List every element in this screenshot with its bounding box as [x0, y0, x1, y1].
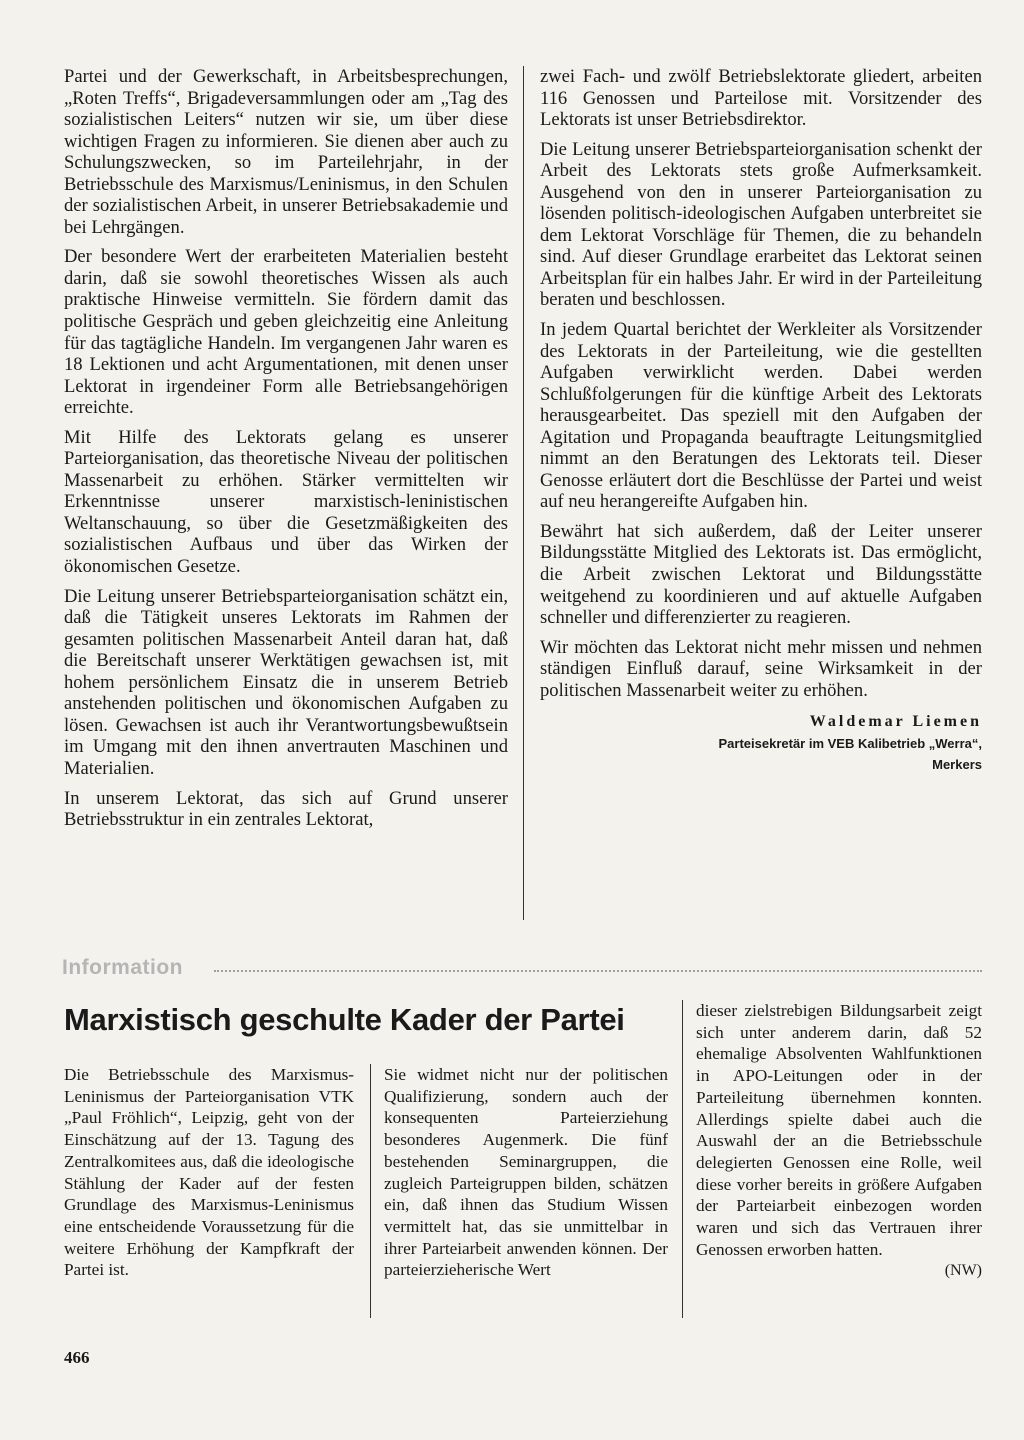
paragraph: Die Betriebsschule des Marxismus-Leninismus der Parteiorganisation VTK „Paul Fröhlich“, Leipzig, geht von der Einschätzung auf der 13. Tagung des Zentralkomitees aus, daß die ideologische Stählung der Kader auf der festen Grundlage des Marxismus-Leninismus eine entscheidende Voraussetzung für die weitere Erhöhung der Kampfkraft der Partei ist. — [64, 1065, 354, 1280]
section-header — [62, 956, 982, 980]
paragraph: Wir möchten das Lektorat nicht mehr missen und nehmen ständigen Einfluß darauf, seine Wirksamkeit in der politischen Massenarbeit weiter zu erhöhen. — [540, 636, 982, 701]
author-location: Merkers — [932, 756, 982, 772]
section-label: Information — [62, 956, 183, 979]
column-divider — [523, 66, 524, 920]
paragraph: zwei Fach- und zwölf Betriebslektorate gliedert, arbeiten 116 Genossen und Parteilose mit. Vorsitzender des Lektorats ist unser Betriebsdirektor. — [540, 66, 982, 131]
signoff: (NW) — [944, 1262, 982, 1280]
paragraph: dieser zielstrebigen Bildungsarbeit zeigt sich unter anderem darin, daß 52 ehemalige Absolventen Wahlfunktionen in APO-Leitungen oder in der Parteileitung übernehmen konnten. Allerdings spielte dabei auch die Auswahl der an die Betriebsschule delegierten Genossen eine Rolle, weil diese vorher bereits in größere Aufgaben der Parteiarbeit einbezogen worden waren und sich das Vertrauen ihrer Genossen erworben hatten. — [696, 1001, 982, 1259]
article-right-column — [540, 66, 982, 775]
section-divider-line — [214, 970, 982, 972]
author-role: Parteisekretär im VEB Kalibetrieb „Werra“, — [718, 735, 982, 751]
paragraph: Die Leitung unserer Betriebsparteiorganisation schätzt ein, daß die Tätigkeit unseres Lektorats im Rahmen der gesamten politischen Massenarbeit Anteil daran hat, daß die Bereitschaft unserer Werktätigen gewachsen ist, mit hohem persönlichem Einsatz die in unserem Betrieb anstehenden politischen und ökonomischen Aufgaben zu lösen. Gewachsen ist auch ihr Verantwortungsbewußtsein im Umgang mit den ihnen anvertrauten Maschinen und Materialien. — [64, 585, 508, 779]
paragraph: Mit Hilfe des Lektorats gelang es unserer Parteiorganisation, das theoretische Niveau der politischen Massenarbeit zu erhöhen. Stärker vermittelten wir Erkenntnisse unserer marxistisch-leninistischen Weltanschauung, so über die Gesetzmäßigkeiten des sozialistischen Aufbaus und über das Wirken der ökonomischen Gesetze. — [64, 426, 508, 578]
paragraph: In jedem Quartal berichtet der Werkleiter als Vorsitzender des Lektorats in der Parteileitung, wie die gestellten Aufgaben verwirklicht werden. Dabei werden Schlußfolgerungen für die künftige Arbeit des Lektorats herausgearbeitet. Das speziell mit den Aufgaben der Agitation und Propaganda beauftragte Leitungsmitglied nimmt an den Beratungen des Lektorats teil. Dieser Genosse erläutert dort die Beschlüsse der Partei und weist auf neu herangereifte Aufgaben hin. — [540, 319, 982, 513]
author-name: Waldemar Liemen — [809, 713, 982, 731]
paragraph: Bewährt hat sich außerdem, daß der Leiter unserer Bildungsstätte Mitglied des Lektorats ist. Das ermöglicht, die Arbeit zwischen Lektorat und Bildungsstätte weitgehend zu koordinieren und auf aktuelle Aufgaben schneller und differenzierter zu reagieren. — [540, 520, 982, 629]
paragraph: Der besondere Wert der erarbeiteten Materialien besteht darin, daß sie sowohl theoretisches Wissen als auch praktische Hinweise vermitteln. Sie fördern damit das politische Gespräch und geben gleichzeitig eine Anleitung für das tagtägliche Handeln. Im vergangenen Jahr waren es 18 Lektionen und acht Argumentationen, mit denen unser Lektorat in irgendeiner Form alle Betriebsangehörigen erreichte. — [64, 246, 508, 419]
column-divider — [682, 1000, 683, 1318]
page-number: 466 — [64, 1348, 90, 1367]
info-column-2 — [384, 1064, 668, 1289]
info-column-1 — [64, 1064, 354, 1289]
info-column-3 — [696, 1000, 982, 1282]
article-left-column — [64, 66, 508, 839]
paragraph: Sie widmet nicht nur der politischen Qualifizierung, sondern auch der konsequenten Parteierziehung besonderes Augenmerk. Die fünf bestehenden Seminargruppen, die zugleich Parteigruppen bilden, schätzen ein, daß ihnen das Studium Wissen vermittelt hat, das sie unmittelbar in ihrer Parteiarbeit anwenden können. Der parteierzieherische Wert — [384, 1065, 668, 1280]
column-divider — [370, 1064, 371, 1318]
paragraph: Die Leitung unserer Betriebsparteiorganisation schenkt der Arbeit des Lektorats stets große Aufmerksamkeit. Ausgehend von den in unserer Parteiorganisation zu lösenden politisch-ideologischen Aufgaben unterbreitet sie dem Lektorat Vorschläge für Themen, die zu behandeln sind. Auf dieser Grundlage erarbeitet das Lektorat seinen Arbeitsplan für ein halbes Jahr. Er wird in der Parteileitung beraten und beschlossen. — [540, 138, 982, 311]
article-headline: Marxistisch geschulte Kader der Partei — [64, 1002, 625, 1037]
paragraph: In unserem Lektorat, das sich auf Grund unserer Betriebsstruktur in ein zentrales Lektorat, — [64, 787, 508, 831]
paragraph: Partei und der Gewerkschaft, in Arbeitsbesprechungen, „Roten Treffs“, Brigadeversammlungen oder am „Tag des sozialistischen Leiters“ nutzen wir sie, um über diese wichtigen Fragen zu informieren. Sie dienen aber auch zu Schulungszwecken, so im Parteilehrjahr, in der Betriebsschule des Marxismus/Leninismus, in den Schulen der sozialistischen Arbeit, in unserer Betriebsakademie und bei Lehrgängen. — [64, 66, 508, 238]
